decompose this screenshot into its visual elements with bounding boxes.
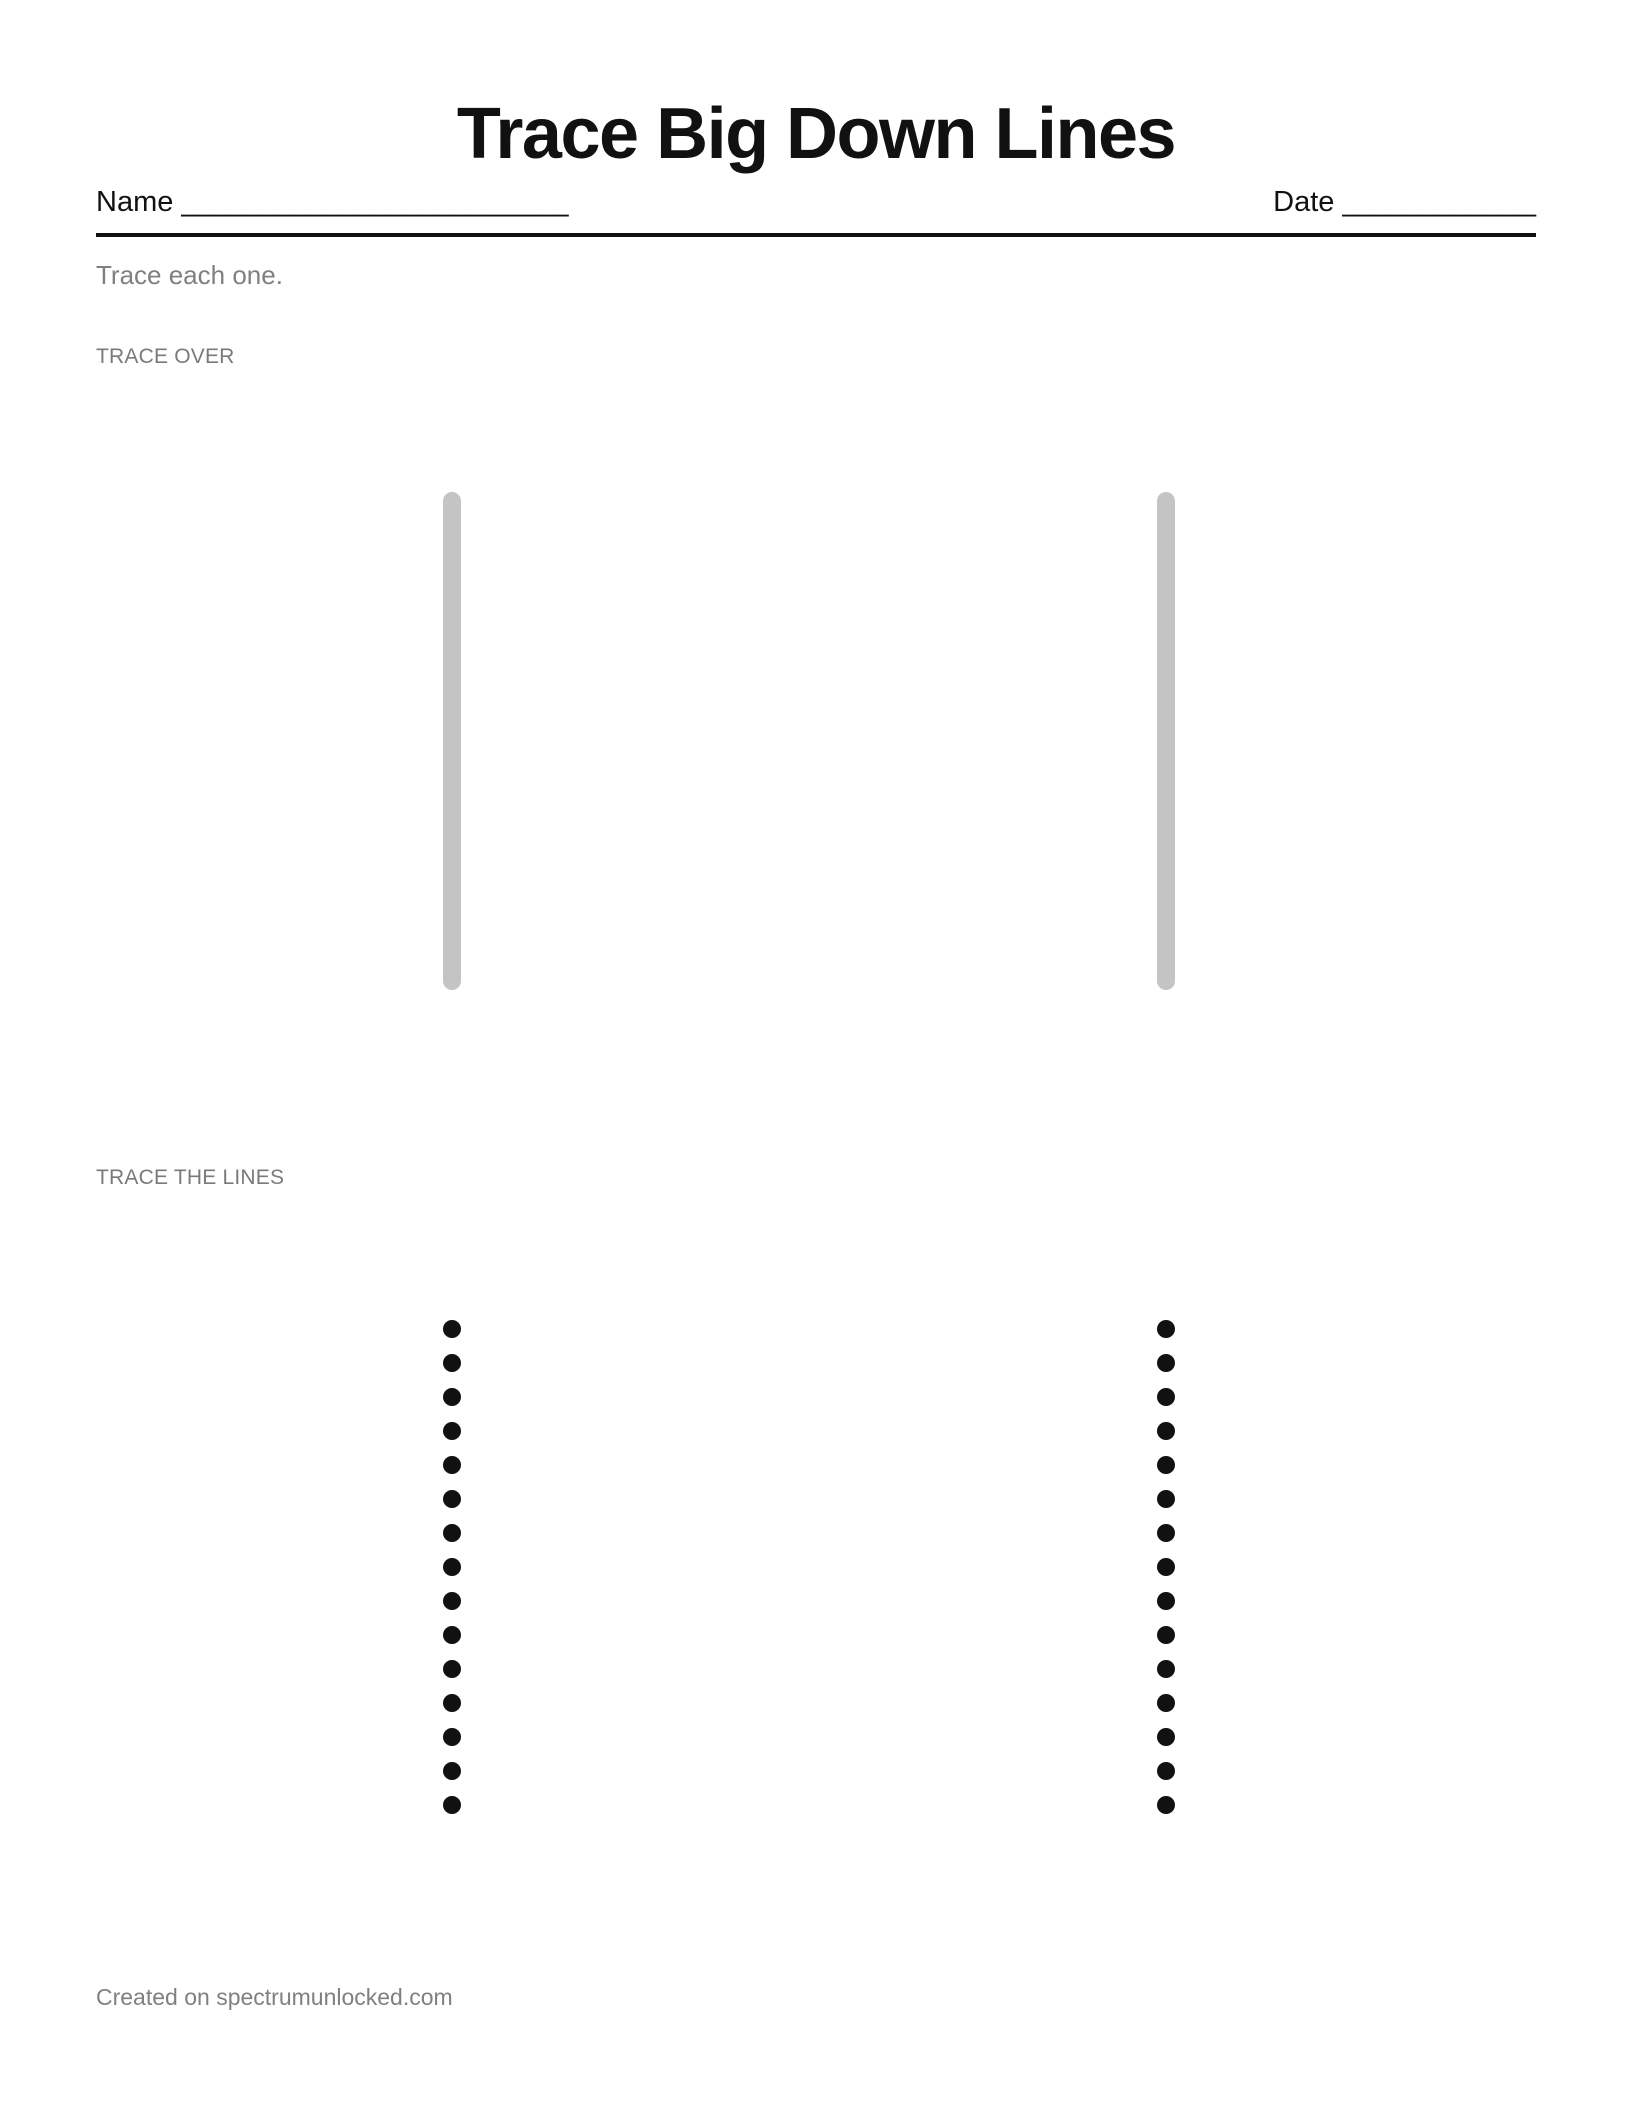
trace-dot <box>1157 1388 1175 1406</box>
gray-trace-line-right[interactable] <box>1157 492 1175 990</box>
trace-dot <box>1157 1354 1175 1372</box>
trace-dot <box>443 1728 461 1746</box>
trace-dot <box>1157 1728 1175 1746</box>
trace-dot <box>443 1660 461 1678</box>
trace-dot <box>1157 1490 1175 1508</box>
dotted-trace-line-left[interactable] <box>443 1320 463 1820</box>
trace-dot <box>443 1524 461 1542</box>
trace-dot <box>1157 1422 1175 1440</box>
worksheet-title: Trace Big Down Lines <box>456 94 1176 174</box>
name-field[interactable]: Name ________________________ <box>96 186 569 218</box>
trace-dot <box>443 1320 461 1338</box>
instructions-text: Trace each one. <box>96 260 283 290</box>
trace-dot <box>443 1694 461 1712</box>
trace-dot <box>443 1796 461 1814</box>
dotted-trace-line-right[interactable] <box>1157 1320 1177 1820</box>
section-label-trace-the-lines: TRACE THE LINES <box>96 1166 285 1189</box>
trace-dot <box>1157 1796 1175 1814</box>
trace-dot <box>443 1354 461 1372</box>
trace-dot <box>1157 1626 1175 1644</box>
trace-dot <box>443 1422 461 1440</box>
trace-dot <box>443 1762 461 1780</box>
gray-trace-line-left[interactable] <box>443 492 461 990</box>
trace-dot <box>1157 1660 1175 1678</box>
trace-dot <box>443 1592 461 1610</box>
trace-dot <box>443 1558 461 1576</box>
trace-dot <box>1157 1762 1175 1780</box>
trace-dot <box>443 1626 461 1644</box>
trace-dot <box>443 1456 461 1474</box>
header-divider <box>96 233 1536 237</box>
trace-dot <box>1157 1320 1175 1338</box>
trace-dot <box>443 1388 461 1406</box>
trace-dot <box>1157 1558 1175 1576</box>
footer-credit: Created on spectrumunlocked.com <box>96 1984 453 2010</box>
section-label-trace-over: TRACE OVER <box>96 345 235 368</box>
trace-dot <box>1157 1592 1175 1610</box>
trace-dot <box>443 1490 461 1508</box>
date-field[interactable]: Date ____________ <box>1273 186 1536 218</box>
trace-dot <box>1157 1456 1175 1474</box>
trace-dot <box>1157 1524 1175 1542</box>
trace-dot <box>1157 1694 1175 1712</box>
